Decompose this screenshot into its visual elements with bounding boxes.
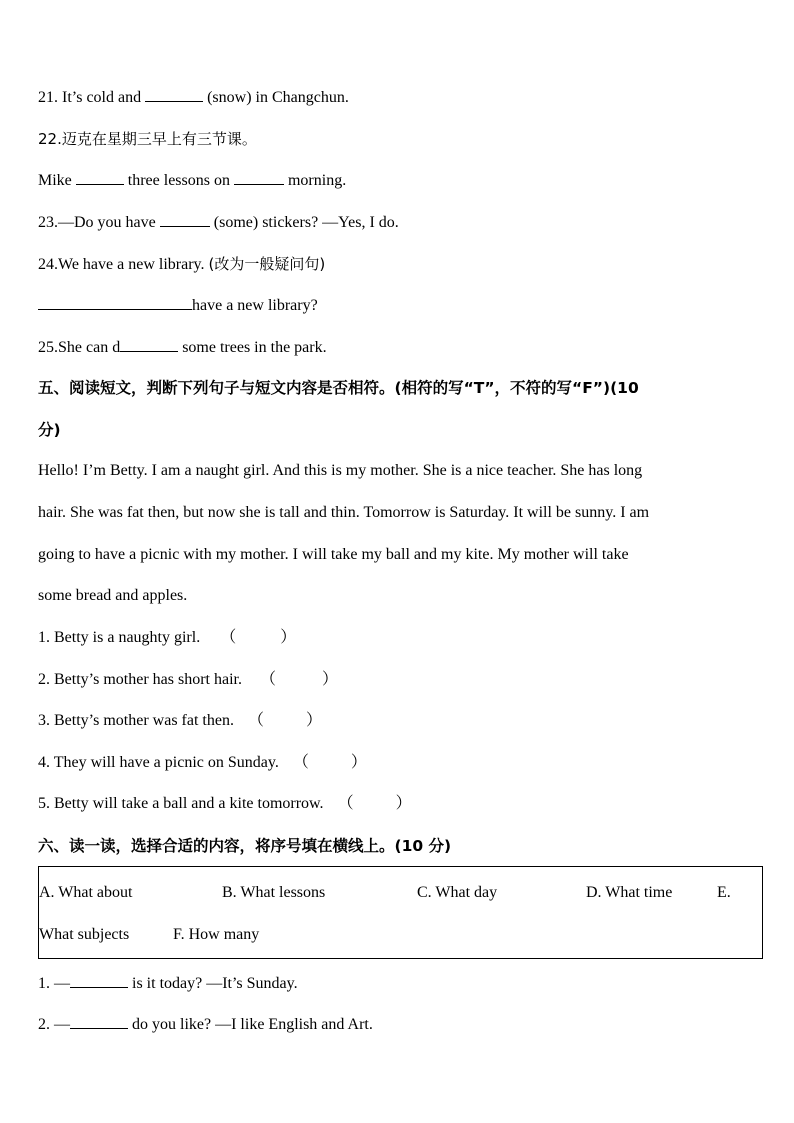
question-24-answer [38, 295, 318, 316]
question-text: do you like? —I like English and Art. [128, 1016, 373, 1033]
answer-blank[interactable] [145, 87, 203, 102]
statement-text: 2. Betty’s mother has short hair. [38, 671, 242, 688]
question-text: 25.She can d [38, 339, 121, 356]
passage-line: Hello! I’m Betty. I am a naught girl. And this is my mother. She is a nice teacher. She has long [38, 462, 643, 479]
section-6-question-2 [38, 1014, 373, 1035]
option-e-text: What subjects [39, 926, 130, 943]
option-a: A. What about [39, 884, 133, 901]
question-instruction: (改为一般疑问句) [208, 255, 326, 273]
statement-5 [38, 794, 412, 814]
question-text: Mike [38, 172, 76, 189]
answer-blank[interactable] [160, 212, 210, 227]
question-22-chinese: 22.迈克在星期三早上有三节课。 [38, 130, 257, 148]
question-24 [38, 254, 325, 275]
option-e-label: E. [717, 884, 731, 901]
section-6-question-1 [38, 973, 298, 994]
statement-text: 5. Betty will take a ball and a kite tomorrow. [38, 795, 324, 812]
answer-paren-close: ） [280, 629, 297, 646]
question-text: morning. [283, 172, 347, 189]
question-23 [38, 212, 399, 233]
answer-blank[interactable] [120, 337, 178, 352]
question-text: 2. — [38, 1016, 70, 1033]
answer-paren-open: （ [220, 629, 237, 646]
question-22 [38, 170, 346, 191]
section-5-heading: 五、阅读短文，判断下列句子与短文内容是否相符。(相符的写“T”，不符的写“F”)(10 [38, 379, 639, 397]
passage-line: going to have a picnic with my mother. I will take my ball and my kite. My mother will take [38, 546, 629, 563]
answer-paren-close: ） [395, 795, 412, 812]
answer-paren-close: ） [350, 754, 367, 771]
option-d: D. What time [586, 884, 673, 901]
passage-line: some bread and apples. [38, 587, 188, 604]
section-5-heading-cont: 分) [38, 421, 61, 439]
statement-3 [38, 711, 322, 731]
question-text: have a new library? [192, 297, 318, 314]
answer-paren-open: （ [292, 754, 309, 771]
options-box [38, 866, 763, 959]
statement-2 [38, 670, 338, 690]
question-text: (snow) in Changchun. [203, 89, 349, 106]
question-text: 23.—Do you have [38, 214, 160, 231]
statement-text: 3. Betty’s mother was fat then. [38, 712, 234, 729]
passage-line: hair. She was fat then, but now she is tall and thin. Tomorrow is Saturday. It will be sunny. I am [38, 504, 650, 521]
answer-paren-open: （ [337, 795, 354, 812]
question-text: 21. It’s cold and [38, 89, 146, 106]
statement-1 [38, 628, 296, 648]
answer-blank[interactable] [70, 1014, 128, 1029]
statement-text: 4. They will have a picnic on Sunday. [38, 754, 279, 771]
section-6-heading: 六、读一读，选择合适的内容，将序号填在横线上。(10 分) [38, 837, 452, 855]
answer-paren-close: ） [305, 712, 322, 729]
option-f: F. How many [173, 926, 260, 943]
answer-blank[interactable] [234, 170, 284, 185]
answer-blank[interactable] [38, 295, 192, 310]
question-text: three lessons on [123, 172, 234, 189]
answer-paren-open: （ [247, 712, 264, 729]
question-text: (some) stickers? —Yes, I do. [209, 214, 399, 231]
option-b: B. What lessons [222, 884, 326, 901]
question-21 [38, 87, 349, 108]
answer-blank[interactable] [76, 170, 124, 185]
question-text: some trees in the park. [178, 339, 327, 356]
answer-blank[interactable] [70, 973, 128, 988]
answer-paren-open: （ [259, 671, 276, 688]
statement-text: 1. Betty is a naughty girl. [38, 629, 201, 646]
question-25 [38, 337, 327, 358]
question-text: 24.We have a new library. [38, 256, 209, 273]
option-c: C. What day [417, 884, 498, 901]
question-text: is it today? —It’s Sunday. [128, 975, 298, 992]
statement-4 [38, 753, 367, 773]
question-text: 1. — [38, 975, 70, 992]
answer-paren-close: ） [322, 671, 339, 688]
